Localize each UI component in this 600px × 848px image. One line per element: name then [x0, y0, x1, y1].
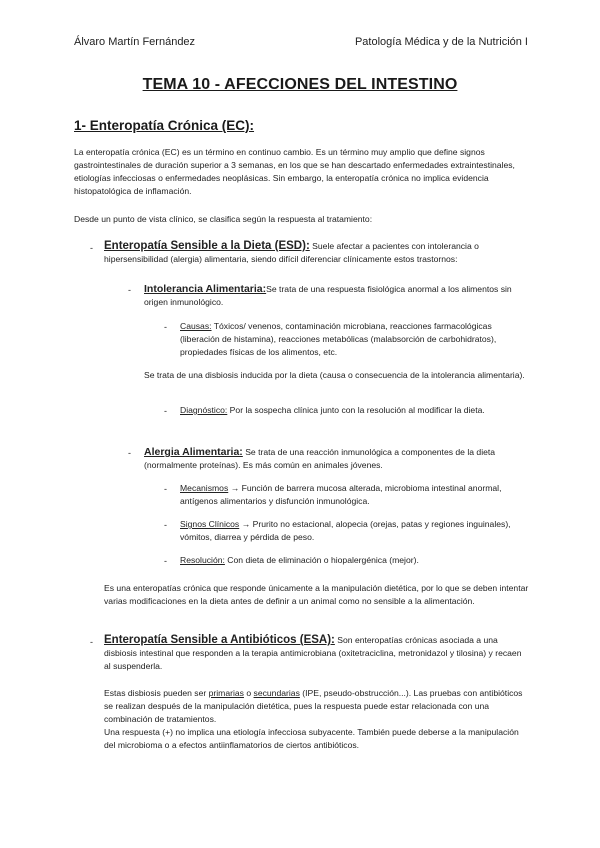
alergia-heading: Alergia Alimentaria:: [144, 446, 243, 458]
esd-paragraph: [104, 240, 529, 266]
mecanismos-paragraph: [180, 482, 529, 508]
header-author: Álvaro Martín Fernández: [74, 36, 196, 48]
bullet-dash: -: [90, 637, 93, 647]
bullet-dash: -: [164, 520, 167, 530]
page-title: TEMA 10 - AFECCIONES DEL INTESTINO: [142, 76, 458, 93]
secundarias-term: secundarias: [253, 688, 300, 698]
bullet-dash: -: [128, 285, 131, 295]
mecanismos-label: Mecanismos: [180, 483, 229, 493]
diagnostico-label: Diagnóstico:: [180, 405, 228, 415]
mecanismos-text: → Función de barrera mucosa alterada, microbioma intestinal anormal, antígenos alimentarios y disfunción inmunológica.: [180, 483, 502, 506]
esd-heading: Enteropatía Sensible a la Dieta (ESD):: [104, 240, 310, 252]
esd-text: Suele afectar a pacientes con intolerancia o hipersensibilidad (alergia) alimentaria, siendo difícil diferenciar clínicamente estos trastornos:: [104, 241, 479, 264]
bullet-dash: -: [164, 556, 167, 566]
disbiosis-paragraph: Se trata de una disbiosis inducida por la dieta (causa o consecuencia de la intolerancia alimentaria).: [144, 370, 525, 380]
resolucion-label: Resolución:: [180, 555, 225, 565]
esa-p1-text: Estas disbiosis pueden ser: [104, 688, 209, 698]
intro-paragraph: La enteropatía crónica (EC) es un término en continuo cambio. Es un término muy amplio que define signos gastrointestinales de duración superior a 3 semanas, en los que se han descartado enfermedades extraintestinales, etiologías infecciosas o enfermedades neoplásicas. Sin embargo, la enteropatía crónica no implica evidencia histopatológica de inflamación.: [74, 147, 515, 196]
section-heading: 1- Enteropatía Crónica (EC):: [74, 118, 255, 133]
esa-response-paragraph: Una respuesta (+) no implica una etiología infecciosa subyacente. También puede deberse a la manipulación del microbioma o a efectos antiinflamatorios de ciertos antibióticos.: [104, 727, 519, 750]
primarias-term: primarias: [208, 688, 244, 698]
bullet-dash: -: [128, 448, 131, 458]
bullet-dash: -: [164, 484, 167, 494]
esd-closing-paragraph: Es una enteropatías crónica que responde únicamente a la manipulación dietética, por lo que se deben intentar varias modificaciones en la dieta antes de definir a un animal como no sensible a la alimentación.: [104, 583, 529, 606]
signos-paragraph: [180, 518, 529, 544]
esa-p1-text: o: [243, 688, 254, 698]
resolucion-text: Con dieta de eliminación o hiopalergénica (mejor).: [224, 555, 419, 565]
bullet-dash: -: [164, 406, 167, 416]
signos-label: Signos Clínicos: [180, 519, 240, 529]
esa-paragraph: [104, 634, 529, 673]
signos-text: → Prurito no estacional, alopecia (orejas, patas y regiones inguinales), vómitos, diarrea y pérdida de peso.: [180, 519, 511, 542]
diagnostico-text: Por la sospecha clínica junto con la resolución al modificar la dieta.: [227, 405, 485, 415]
classification-paragraph: Desde un punto de vista clínico, se clasifica según la respuesta al tratamiento:: [74, 214, 373, 224]
causas-text: Tóxicos/ venenos, contaminación microbiana, reacciones farmacológicas (liberación de histamina), reacciones metabólicas (malabsorción de carbohidratos), propiedades físicas de los alimentos, etc.: [180, 321, 497, 357]
alergia-paragraph: [144, 446, 529, 472]
intolerancia-text: Se trata de una respuesta fisiológica anormal a los alimentos sin origen inmunológico.: [144, 284, 512, 307]
alergia-text: Se trata de una reacción inmunológica a componentes de la dieta (normalmente proteínas). Es más común en animales jóvenes.: [144, 447, 496, 470]
resolucion-paragraph: [180, 554, 529, 567]
esa-disbiosis-paragraph: [104, 687, 529, 726]
header-course: Patología Médica y de la Nutrición I: [354, 36, 528, 48]
diagnostico-paragraph: [180, 404, 529, 417]
bullet-dash: -: [164, 322, 167, 332]
esa-p1-text: (IPE, pseudo-obstrucción...). Las pruebas con antibióticos se realizan después de la manipulación dietética, pues la respuesta puede estar relacionada con una combinación de tratamientos.: [104, 688, 523, 724]
bullet-dash: -: [90, 243, 93, 253]
esa-text: Son enteropatías crónicas asociada a una disbiosis intestinal que responden a la terapia antimicrobiana (oxitetraciclina, metronidazol y tilosina) y recaen al suspenderla.: [104, 635, 522, 671]
intolerancia-heading: Intolerancia Alimentaria:: [144, 283, 267, 295]
esa-heading: Enteropatía Sensible a Antibióticos (ESA):: [104, 634, 335, 646]
causas-paragraph: [180, 320, 529, 359]
intolerancia-paragraph: [144, 283, 529, 309]
causas-label: Causas:: [180, 321, 212, 331]
